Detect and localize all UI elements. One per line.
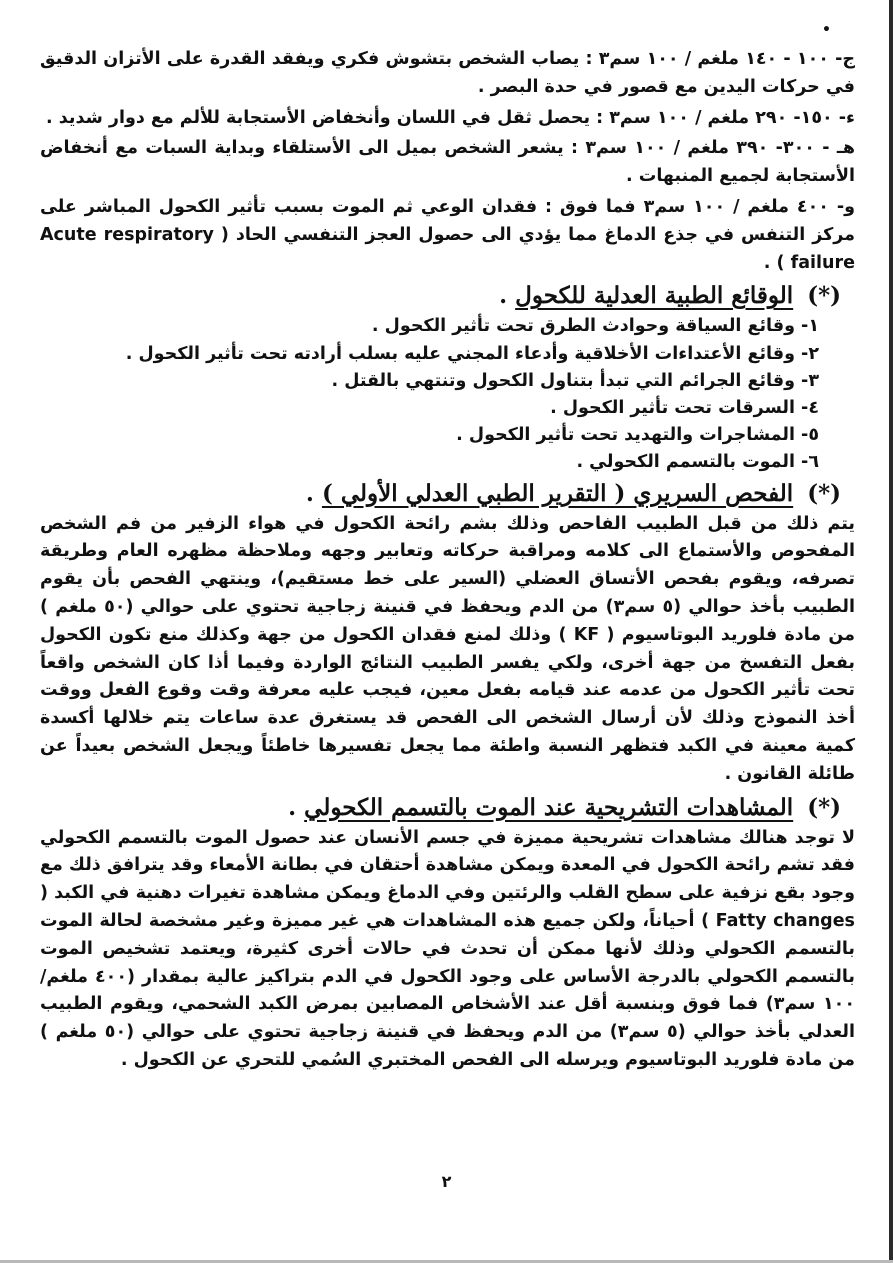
document-body	[40, 46, 855, 1078]
english-term-respiratory-failure: Acute respiratory failure	[40, 224, 855, 273]
section-heading-autopsy-findings	[40, 792, 841, 823]
intro-item-waw	[40, 194, 855, 277]
intro-item-haa: هـ - ٣٠٠- ٣٩٠ ملغم / ١٠٠ سم٣ : يشعر الشخص بميل الى الأستلقاء وبداية السبات مع أنخفاض الأستجابة لجميع المنبهات .	[40, 138, 855, 187]
clinical-exam-paragraph: يتم ذلك من قبل الطبيب الفاحص وذلك بشم رائحة الكحول في هواء الزفير من فم الشخص المفحوص والأستماع الى كلامه ومراقبة حركاته وتعابير وجهه وملاحظة مظهره العام وطريقة تصرفه، ويقوم بفحص الأتساق العضلي (السير على خط مستقيم)، وينتهي الفحص بأن يقوم الطبيب بأخذ حوالي (٥ سم٣) من الدم ويحفظ في قنينة زجاجية تحتوي على حوالي (٥٠ ملغم ) من مادة فلوريد البوتاسيوم ( KF ) وذلك لمنع فقدان الكحول من جهة وكذلك منع تكون الكحول بفعل التفسخ من جهة أخرى، ولكي يفسر الطبيب النتائج الواردة وفيما أذا كان الشخص واقعاً تحت تأثير الكحول من عدمه عند قيامه بفعل معين، فيجب عليه معرفة وقت وقوع الفعل ووقت أخذ النموذج وذلك لأن أرسال الشخص الى الفحص قد يستغرق عدة ساعات يتم خلالها أكسدة كمية معينة في الكبد فتظهر النسبة واطئة مما يجعل تفسيرها خاطئاً ويجعل الشخص بعيداً عن طائلة القانون .	[40, 513, 856, 784]
autopsy-findings-paragraph	[40, 825, 855, 1075]
list-item: ٥- المشاجرات والتهديد تحت تأثير الكحول .	[456, 425, 819, 446]
page-right-edge	[889, 0, 893, 1263]
section-title: الفحص السريري ( التقرير الطبي العدلي الأولي )	[321, 479, 794, 507]
list-item: ٣- وقائع الجرائم التي تبدأ بتناول الكحول وتنتهي بالقتل .	[331, 370, 819, 391]
section-title: الوقائع الطبية العدلية للكحول	[515, 282, 794, 310]
page-number: ٢	[441, 1172, 452, 1191]
intro-item-jeem: ج- ١٠٠ - ١٤٠ ملغم / ١٠٠ سم٣ : يصاب الشخص بتشوش فكري ويفقد القدرة على الأتزان الدقيق في حركات اليدين مع قصور في حدة البصر .	[40, 49, 856, 97]
heading-period: .	[305, 479, 314, 507]
list-item: ٢- وقائع الأعتداءات الأخلاقية وأدعاء المجني عليه بسلب أرادته تحت تأثير الكحول .	[125, 343, 819, 364]
autopsy-text-part2: ) أحياناً، ولكن جميع هذه المشاهدات هي غير مميزة وغير مشخصة لحالة الموت بالتسمم الكحولي وذلك لأنها ممكن أن تحدث في حالات أخرى كثيرة، ويعتمد تشخيص الموت بالتسمم الكحولي بالدرجة الأساس على وجود الكحول في الدم بتراكيز عالية بمقدار (٤٠٠ ملغم/١٠٠ سم٣) فما فوق وبنسبة أقل عند الأشخاص المصابين بمرض الكبد الشحمي، ويقوم الطبيب العدلي بأخذ حوالي (٥ سم٣) من الدم ويحفظ في قنينة زجاجية تحتوي على حوالي (٥٠ ملغم ) من مادة فلوريد البوتاسيوم ويرسله الى الفحص المختبري السُمي للتحري عن الكحول .	[40, 910, 855, 1070]
section-heading-clinical-exam	[40, 478, 841, 509]
section-title: المشاهدات التشريحية عند الموت بالتسمم الكحولي	[304, 793, 794, 821]
intro-item-waw-text: و- ٤٠٠ ملغم / ١٠٠ سم٣ فما فوق : فقدان الوعي ثم الموت بسبب تأثير الكحول المباشر على مركز التنفس في جذع الدماغ مما يؤدي الى حصول العجز التنفسي الحاد (	[40, 196, 856, 245]
intro-item-daal: ء- ١٥٠- ٢٩٠ ملغم / ١٠٠ سم٣ : يحصل ثقل في اللسان وأنخفاض الأستجابة للألم مع دوار شديد .	[46, 107, 855, 128]
list-item: ٦- الموت بالتسمم الكحولي .	[576, 452, 819, 473]
asterisk-marker: (*)	[807, 479, 841, 507]
asterisk-marker: (*)	[807, 793, 841, 821]
section-heading-forensic-incidents	[40, 280, 841, 311]
forensic-incidents-list	[40, 313, 855, 476]
corner-mark: •	[822, 22, 831, 38]
heading-period: .	[288, 793, 297, 821]
intro-item-waw-end: ) .	[763, 252, 785, 273]
autopsy-text-part1: لا توجد هنالك مشاهدات تشريحية مميزة في جسم الأنسان عند حصول الموت بالتسمم الكحولي فقد تشم رائحة الكحول في المعدة ويمكن مشاهدة أحتقان في بطانة الأمعاء وقد يترافق ذلك مع وجود بقع نزفية على سطح القلب والرئتين وفي الدماغ ويمكن مشاهدة تغيرات دهنية في الكبد (	[40, 827, 855, 904]
heading-period: .	[499, 282, 508, 310]
list-item: ١- وقائع السياقة وحوادث الطرق تحت تأثير الكحول .	[371, 316, 819, 337]
list-item: ٤- السرقات تحت تأثير الكحول .	[550, 397, 819, 418]
asterisk-marker: (*)	[807, 282, 841, 310]
english-term-fatty-changes: Fatty changes	[715, 910, 855, 931]
